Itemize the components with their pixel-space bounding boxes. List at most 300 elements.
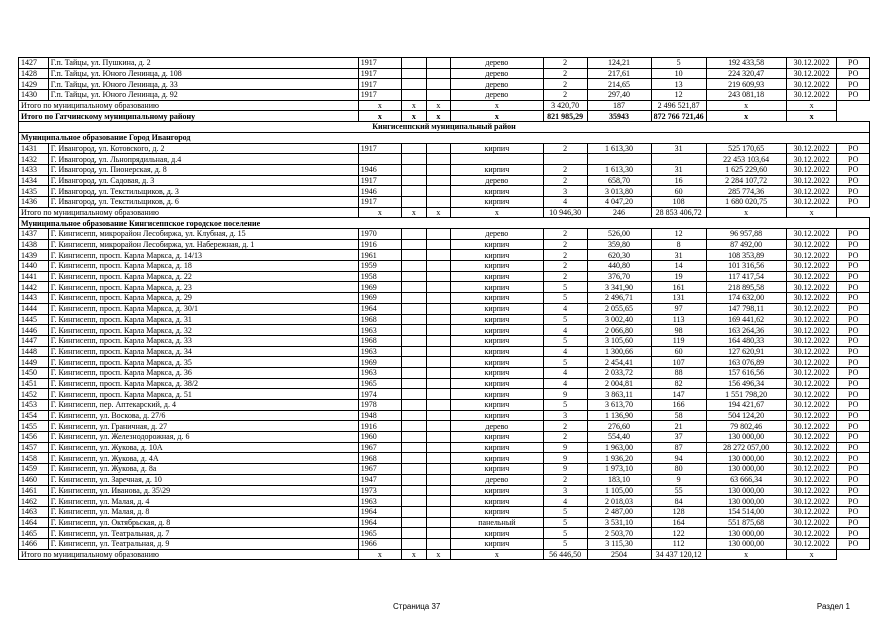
table-cell: 1 963,00 xyxy=(587,442,651,453)
table-cell: 2 xyxy=(543,250,587,261)
table-cell: РО xyxy=(837,196,870,207)
table-row xyxy=(19,389,870,400)
table-cell: 4 047,20 xyxy=(587,196,651,207)
table-cell: Г.п. Тайцы, ул. Юного Ленинца, д. 33 xyxy=(48,79,358,90)
table-cell: Г. Кингисепп, просп. Карла Маркса, д. 30/1 xyxy=(48,303,358,314)
table-cell xyxy=(402,506,427,517)
table-cell: 3 013,80 xyxy=(587,186,651,197)
table-cell: 60 xyxy=(651,346,706,357)
table-cell: 1457 xyxy=(19,442,49,453)
table-cell: 4 xyxy=(543,196,587,207)
table-cell: 3 341,90 xyxy=(587,282,651,293)
table-cell: 194 421,67 xyxy=(706,400,786,411)
table-cell: 30.12.2022 xyxy=(786,506,837,517)
table-cell: 8 xyxy=(651,239,706,250)
table-cell xyxy=(426,175,451,186)
table-cell: 13 xyxy=(651,79,706,90)
table-cell: РО xyxy=(837,474,870,485)
table-cell: 1444 xyxy=(19,303,49,314)
table-cell: 3 863,11 xyxy=(587,389,651,400)
table-cell xyxy=(402,303,427,314)
table-cell: 1428 xyxy=(19,68,49,79)
table-cell: 214,65 xyxy=(587,79,651,90)
table-cell: х xyxy=(706,100,786,111)
table-cell: Муниципальное образование Кингисеппское городское поселение xyxy=(19,218,870,229)
table-cell: 1973 xyxy=(358,485,401,496)
table-cell: 94 xyxy=(651,453,706,464)
table-cell: Г. Кингисепп, ул. Малая, д. 8 xyxy=(48,506,358,517)
table-cell: х xyxy=(402,111,427,122)
table-row xyxy=(19,367,870,378)
table-cell: 5 xyxy=(543,335,587,346)
table-cell: 1456 xyxy=(19,432,49,443)
table-cell: РО xyxy=(837,154,870,165)
table-cell xyxy=(402,58,427,69)
table-cell xyxy=(543,154,587,165)
table-cell: 3 115,30 xyxy=(587,538,651,549)
table-cell xyxy=(402,175,427,186)
table-cell: Г. Кингисепп, ул. Заречная, д. 10 xyxy=(48,474,358,485)
table-cell: дерево xyxy=(451,58,544,69)
table-cell: кирпич xyxy=(451,186,544,197)
table-cell xyxy=(402,400,427,411)
table-cell: 124,21 xyxy=(587,58,651,69)
table-cell: 130 000,00 xyxy=(706,453,786,464)
table-row xyxy=(19,154,870,165)
municipality-total-row xyxy=(19,207,870,218)
table-cell: 4 xyxy=(543,346,587,357)
table-cell: 174 632,00 xyxy=(706,293,786,304)
table-cell: 1968 xyxy=(358,453,401,464)
table-cell xyxy=(402,314,427,325)
table-cell: 2 454,41 xyxy=(587,357,651,368)
table-cell: 1436 xyxy=(19,196,49,207)
table-cell: РО xyxy=(837,58,870,69)
table-row xyxy=(19,293,870,304)
table-cell: кирпич xyxy=(451,538,544,549)
table-cell xyxy=(426,79,451,90)
table-cell: 872 766 721,46 xyxy=(651,111,706,122)
table-cell: 1917 xyxy=(358,143,401,154)
table-cell: 217,61 xyxy=(587,68,651,79)
table-cell: РО xyxy=(837,164,870,175)
table-cell xyxy=(402,485,427,496)
table-cell xyxy=(426,335,451,346)
table-cell: 297,40 xyxy=(587,90,651,101)
table-cell: 1465 xyxy=(19,528,49,539)
table-cell: 30.12.2022 xyxy=(786,282,837,293)
table-cell: РО xyxy=(837,538,870,549)
table-cell: 2504 xyxy=(587,549,651,560)
table-cell: 163 264,36 xyxy=(706,325,786,336)
table-cell: РО xyxy=(837,229,870,240)
table-cell xyxy=(402,442,427,453)
table-cell: 1440 xyxy=(19,261,49,272)
table-cell: Г. Кингисепп, просп. Карла Маркса, д. 38/2 xyxy=(48,378,358,389)
table-row xyxy=(19,378,870,389)
table-cell: Г.п. Тайцы, ул. Пушкина, д. 2 xyxy=(48,58,358,69)
table-cell: 658,70 xyxy=(587,175,651,186)
table-row xyxy=(19,314,870,325)
table-cell: х xyxy=(786,549,837,560)
table-cell: 3 002,40 xyxy=(587,314,651,325)
table-cell: 1967 xyxy=(358,442,401,453)
table-cell: 376,70 xyxy=(587,271,651,282)
table-cell: 1447 xyxy=(19,335,49,346)
table-cell: 147 xyxy=(651,389,706,400)
table-cell: 2 xyxy=(543,164,587,175)
table-cell xyxy=(426,229,451,240)
table-cell: 5 xyxy=(543,538,587,549)
table-cell: РО xyxy=(837,325,870,336)
table-cell: 169 441,62 xyxy=(706,314,786,325)
table-cell: РО xyxy=(837,346,870,357)
table-cell: 63 666,34 xyxy=(706,474,786,485)
table-cell: РО xyxy=(837,389,870,400)
table-cell: х xyxy=(358,207,401,218)
table-cell: 525 170,65 xyxy=(706,143,786,154)
table-cell: РО xyxy=(837,282,870,293)
table-cell: х xyxy=(358,100,401,111)
table-cell: 128 xyxy=(651,506,706,517)
table-cell: 276,60 xyxy=(587,421,651,432)
table-cell: х xyxy=(451,207,544,218)
table-cell: х xyxy=(786,100,837,111)
table-cell: 2 xyxy=(543,175,587,186)
table-cell: 154 514,00 xyxy=(706,506,786,517)
table-cell: 3 420,70 xyxy=(543,100,587,111)
table-cell: 1917 xyxy=(358,196,401,207)
table-cell: кирпич xyxy=(451,314,544,325)
table-cell: 30.12.2022 xyxy=(786,239,837,250)
table-cell: кирпич xyxy=(451,410,544,421)
table-cell: 30.12.2022 xyxy=(786,421,837,432)
table-cell: 30.12.2022 xyxy=(786,389,837,400)
table-row xyxy=(19,496,870,507)
table-cell: 82 xyxy=(651,378,706,389)
table-cell: 1437 xyxy=(19,229,49,240)
table-cell: 1443 xyxy=(19,293,49,304)
table-cell: 117 417,54 xyxy=(706,271,786,282)
table-cell: кирпич xyxy=(451,528,544,539)
table-cell xyxy=(402,346,427,357)
table-cell: Итого по муниципальному образованию xyxy=(19,100,359,111)
table-cell: 5 xyxy=(543,517,587,528)
table-cell: 30.12.2022 xyxy=(786,186,837,197)
table-cell xyxy=(426,506,451,517)
table-row xyxy=(19,421,870,432)
table-row xyxy=(19,143,870,154)
table-cell xyxy=(402,410,427,421)
table-cell: 1 551 798,20 xyxy=(706,389,786,400)
table-cell: 30.12.2022 xyxy=(786,164,837,175)
table-cell: х xyxy=(426,549,451,560)
table-row xyxy=(19,90,870,101)
table-cell: 101 316,56 xyxy=(706,261,786,272)
table-cell xyxy=(402,164,427,175)
table-cell: Г. Кингисепп, просп. Карла Маркса, д. 31 xyxy=(48,314,358,325)
table-cell: Г. Кингисепп, ул. Малая, д. 4 xyxy=(48,496,358,507)
table-cell: 4 xyxy=(543,303,587,314)
table-cell: Г. Кингисепп, ул. Железнодорожная, д. 6 xyxy=(48,432,358,443)
table-cell: Г.п. Тайцы, ул. Юного Ленинца, д. 92 xyxy=(48,90,358,101)
table-cell: 2 xyxy=(543,90,587,101)
table-cell: РО xyxy=(837,485,870,496)
table-cell: дерево xyxy=(451,175,544,186)
table-cell: 1946 xyxy=(358,186,401,197)
table-cell: 30.12.2022 xyxy=(786,453,837,464)
table-cell: 1916 xyxy=(358,239,401,250)
table-cell: 3 613,70 xyxy=(587,400,651,411)
table-cell: 130 000,00 xyxy=(706,538,786,549)
table-cell: 9 xyxy=(651,474,706,485)
district-header-row xyxy=(19,122,870,133)
table-cell: кирпич xyxy=(451,164,544,175)
table-cell xyxy=(426,485,451,496)
table-cell: 3 531,10 xyxy=(587,517,651,528)
table-row xyxy=(19,79,870,90)
table-cell: 30.12.2022 xyxy=(786,303,837,314)
table-cell: 30.12.2022 xyxy=(786,367,837,378)
table-cell: Г. Кингисепп, просп. Карла Маркса, д. 29 xyxy=(48,293,358,304)
table-cell xyxy=(426,442,451,453)
table-cell: 31 xyxy=(651,143,706,154)
table-cell: Г. Кингисепп, просп. Карла Маркса, д. 36 xyxy=(48,367,358,378)
table-cell: 113 xyxy=(651,314,706,325)
table-cell: 1968 xyxy=(358,335,401,346)
table-cell: 1446 xyxy=(19,325,49,336)
table-cell: 30.12.2022 xyxy=(786,496,837,507)
table-cell xyxy=(402,464,427,475)
table-cell: 1967 xyxy=(358,464,401,475)
table-cell: 1917 xyxy=(358,68,401,79)
table-cell: кирпич xyxy=(451,261,544,272)
table-cell: РО xyxy=(837,367,870,378)
table-cell: РО xyxy=(837,314,870,325)
table-cell: 1948 xyxy=(358,410,401,421)
table-cell: 2 018,03 xyxy=(587,496,651,507)
table-cell: 30.12.2022 xyxy=(786,346,837,357)
table-cell xyxy=(402,271,427,282)
table-cell: 4 xyxy=(543,378,587,389)
table-cell: 1963 xyxy=(358,496,401,507)
table-cell: 285 774,36 xyxy=(706,186,786,197)
table-cell: 60 xyxy=(651,186,706,197)
table-cell: 620,30 xyxy=(587,250,651,261)
table-cell xyxy=(426,453,451,464)
table-cell: 1978 xyxy=(358,400,401,411)
table-cell: 219 609,93 xyxy=(706,79,786,90)
table-cell: 9 xyxy=(543,389,587,400)
table-cell: РО xyxy=(837,378,870,389)
table-cell: Итого по муниципальному образованию xyxy=(19,549,359,560)
table-cell: 2 xyxy=(543,239,587,250)
table-cell xyxy=(426,346,451,357)
table-cell: 9 xyxy=(543,453,587,464)
table-cell xyxy=(402,453,427,464)
table-cell: 1466 xyxy=(19,538,49,549)
table-cell xyxy=(426,496,451,507)
table-cell: 1917 xyxy=(358,58,401,69)
table-cell: кирпич xyxy=(451,325,544,336)
table-cell xyxy=(426,517,451,528)
table-cell: 551 875,68 xyxy=(706,517,786,528)
table-cell: РО xyxy=(837,79,870,90)
table-cell xyxy=(426,239,451,250)
table-cell: РО xyxy=(837,400,870,411)
table-cell: 30.12.2022 xyxy=(786,335,837,346)
table-cell: 1946 xyxy=(358,164,401,175)
table-cell: 30.12.2022 xyxy=(786,400,837,411)
table-cell: 107 xyxy=(651,357,706,368)
table-cell: РО xyxy=(837,496,870,507)
table-cell: 1435 xyxy=(19,186,49,197)
table-cell: 1427 xyxy=(19,58,49,69)
municipality-header-row xyxy=(19,132,870,143)
table-cell: 2 066,80 xyxy=(587,325,651,336)
table-cell: 1965 xyxy=(358,528,401,539)
table-cell: кирпич xyxy=(451,250,544,261)
table-cell: 243 081,18 xyxy=(706,90,786,101)
table-cell: 1433 xyxy=(19,164,49,175)
table-cell xyxy=(402,90,427,101)
table-row xyxy=(19,453,870,464)
table-cell: кирпич xyxy=(451,496,544,507)
table-cell: кирпич xyxy=(451,239,544,250)
table-cell: х xyxy=(706,111,786,122)
table-cell: 30.12.2022 xyxy=(786,79,837,90)
table-cell: 58 xyxy=(651,410,706,421)
table-cell xyxy=(426,58,451,69)
table-cell: 84 xyxy=(651,496,706,507)
table-cell: 192 433,58 xyxy=(706,58,786,69)
table-cell: 147 798,11 xyxy=(706,303,786,314)
table-cell: 821 985,29 xyxy=(543,111,587,122)
table-row xyxy=(19,186,870,197)
table-cell: Г. Кингисепп, микрорайон Лесобиржа, ул. Клубная, д. 15 xyxy=(48,229,358,240)
table-cell xyxy=(426,143,451,154)
table-cell: Г. Кингисепп, ул. Театральная, д. 9 xyxy=(48,538,358,549)
table-cell: 112 xyxy=(651,538,706,549)
table-row xyxy=(19,196,870,207)
table-cell: 1439 xyxy=(19,250,49,261)
table-cell: 30.12.2022 xyxy=(786,410,837,421)
table-cell: х xyxy=(358,111,401,122)
table-cell: Г. Кингисепп, просп. Карла Маркса, д. 33 xyxy=(48,335,358,346)
table-cell: 2 033,72 xyxy=(587,367,651,378)
table-cell: 2 496,71 xyxy=(587,293,651,304)
table-cell xyxy=(402,293,427,304)
table-cell: кирпич xyxy=(451,442,544,453)
table-cell: 2 xyxy=(543,474,587,485)
table-cell xyxy=(402,68,427,79)
table-cell xyxy=(402,261,427,272)
table-cell: 3 xyxy=(543,186,587,197)
table-cell: 1449 xyxy=(19,357,49,368)
table-row xyxy=(19,229,870,240)
table-cell xyxy=(426,186,451,197)
table-cell: Г. Ивангород, ул. Текстильщиков, д. 6 xyxy=(48,196,358,207)
table-row xyxy=(19,164,870,175)
table-cell xyxy=(426,528,451,539)
table-cell: 5 xyxy=(651,58,706,69)
table-cell: 22 453 103,64 xyxy=(706,154,786,165)
table-cell: кирпич xyxy=(451,303,544,314)
municipality-header-row xyxy=(19,218,870,229)
table-cell: 1 936,20 xyxy=(587,453,651,464)
table-cell: 14 xyxy=(651,261,706,272)
table-cell: 30.12.2022 xyxy=(786,293,837,304)
table-cell: 108 353,89 xyxy=(706,250,786,261)
table-cell xyxy=(426,250,451,261)
table-row xyxy=(19,485,870,496)
table-cell: 1970 xyxy=(358,229,401,240)
table-cell: кирпич xyxy=(451,453,544,464)
table-cell: 5 xyxy=(543,314,587,325)
table-cell: 19 xyxy=(651,271,706,282)
table-row xyxy=(19,400,870,411)
table-cell: 30.12.2022 xyxy=(786,229,837,240)
table-cell: 28 272 057,00 xyxy=(706,442,786,453)
municipality-total-row xyxy=(19,549,870,560)
table-cell: 5 xyxy=(543,357,587,368)
table-cell: Г. Ивангород, ул. Текстильщиков, д. 3 xyxy=(48,186,358,197)
table-cell: 30.12.2022 xyxy=(786,314,837,325)
table-cell: кирпич xyxy=(451,293,544,304)
table-cell: дерево xyxy=(451,68,544,79)
table-row xyxy=(19,261,870,272)
table-cell: 4 xyxy=(543,325,587,336)
table-cell xyxy=(426,164,451,175)
table-cell: Г. Кингисепп, пер. Аптекарский, д. 4 xyxy=(48,400,358,411)
table-cell: 1458 xyxy=(19,453,49,464)
table-cell: 5 xyxy=(543,400,587,411)
table-cell: дерево xyxy=(451,229,544,240)
table-row xyxy=(19,346,870,357)
table-cell xyxy=(402,335,427,346)
table-cell: 127 620,91 xyxy=(706,346,786,357)
table-cell: кирпич xyxy=(451,271,544,282)
table-cell: РО xyxy=(837,528,870,539)
table-cell: 30.12.2022 xyxy=(786,261,837,272)
table-cell: 2 004,81 xyxy=(587,378,651,389)
table-cell: 2 xyxy=(543,79,587,90)
table-cell: дерево xyxy=(451,421,544,432)
table-cell: 526,00 xyxy=(587,229,651,240)
table-cell: 5 xyxy=(543,293,587,304)
table-cell: 2 xyxy=(543,229,587,240)
table-cell: 1963 xyxy=(358,346,401,357)
table-cell xyxy=(426,538,451,549)
table-row xyxy=(19,528,870,539)
table-row xyxy=(19,271,870,282)
table-row xyxy=(19,464,870,475)
table-cell xyxy=(426,389,451,400)
table-cell: 30.12.2022 xyxy=(786,474,837,485)
table-cell xyxy=(426,421,451,432)
table-cell xyxy=(426,357,451,368)
table-row xyxy=(19,506,870,517)
table-cell: 30.12.2022 xyxy=(786,485,837,496)
page-number: Страница 37 xyxy=(393,602,441,611)
table-cell: 1963 xyxy=(358,367,401,378)
table-cell: 130 000,00 xyxy=(706,496,786,507)
table-cell xyxy=(426,293,451,304)
table-cell: 1963 xyxy=(358,325,401,336)
table-cell: кирпич xyxy=(451,357,544,368)
table-cell: РО xyxy=(837,432,870,443)
table-cell: РО xyxy=(837,517,870,528)
